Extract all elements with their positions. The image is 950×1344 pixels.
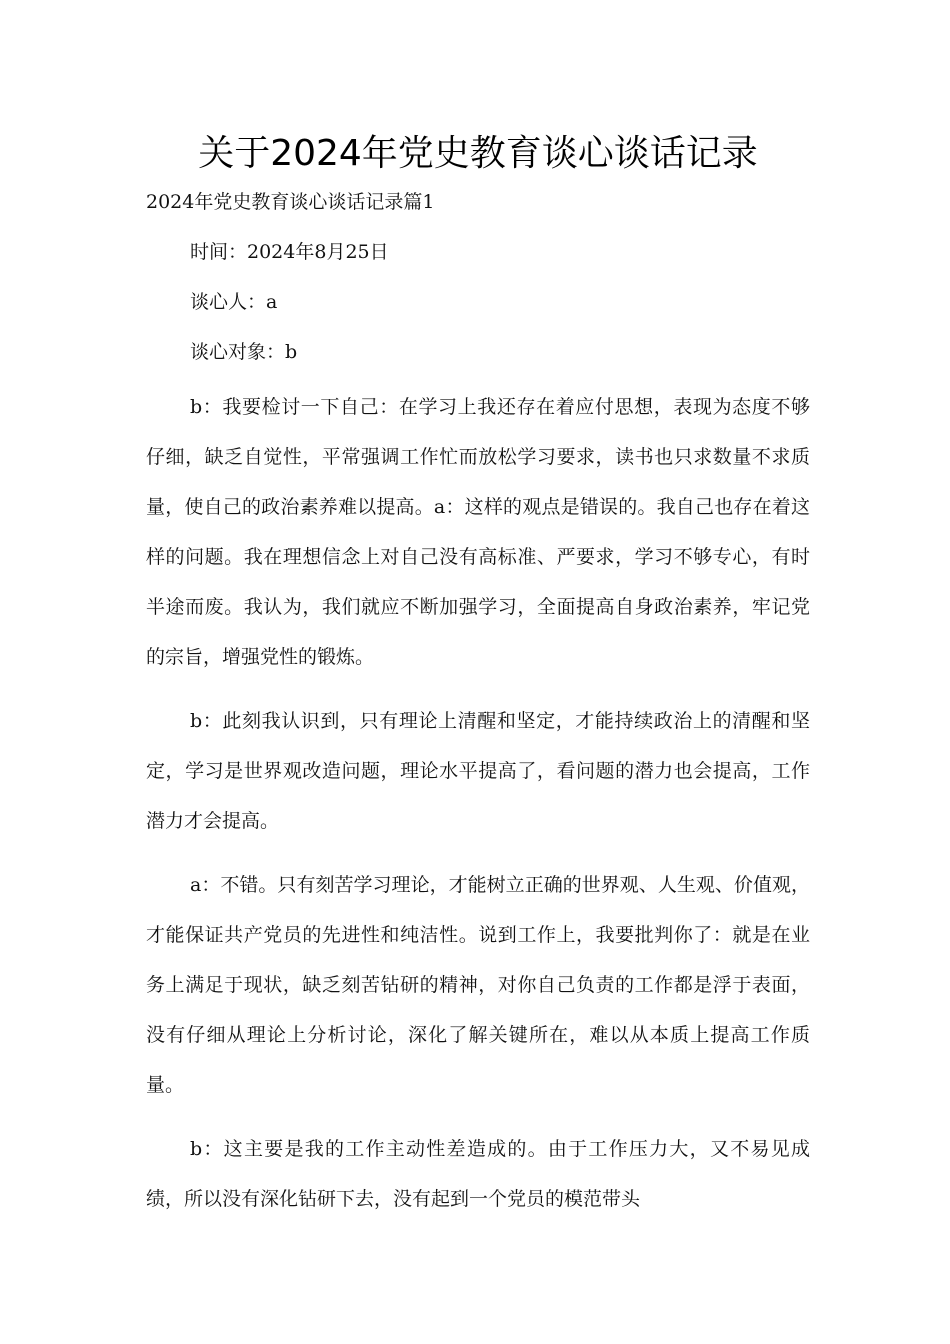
body-paragraph: a：不错。只有刻苦学习理论，才能树立正确的世界观、人生观、价值观，才能保证共产党员的先进性和纯洁性。说到工作上，我要批判你了：就是在业务上满足于现状，缺乏刻苦钻研的精神，对你自己负责的工作都是浮于表面，没有仔细从理论上分析讨论，深化了解关键所在，难以从本质上提高工作质量。	[146, 874, 810, 1096]
meta-speaker: 谈心人：a	[190, 291, 278, 313]
section-heading: 2024年党史教育谈心谈话记录篇1	[146, 191, 435, 213]
document-title: 关于2024年党史教育谈心谈话记录	[198, 133, 758, 174]
meta-subject: 谈心对象：b	[190, 341, 298, 363]
meta-time: 时间：2024年8月25日	[190, 241, 389, 263]
body-paragraph: b：我要检讨一下自己：在学习上我还存在着应付思想，表现为态度不够仔细，缺乏自觉性，平常强调工作忙而放松学习要求，读书也只求数量不求质量，使自己的政治素养难以提高。a：这样的观点是错误的。我自己也存在着这样的问题。我在理想信念上对自己没有高标准、严要求，学习不够专心，有时半途而废。我认为，我们就应不断加强学习，全面提高自身政治素养，牢记党的宗旨，增强党性的锻炼。	[146, 396, 810, 668]
body-paragraph: b：这主要是我的工作主动性差造成的。由于工作压力大，又不易见成绩，所以没有深化钻研下去，没有起到一个党员的模范带头	[146, 1138, 810, 1210]
body-paragraph: b：此刻我认识到，只有理论上清醒和坚定，才能持续政治上的清醒和坚定，学习是世界观改造问题，理论水平提高了，看问题的潜力也会提高，工作潜力才会提高。	[146, 710, 810, 832]
